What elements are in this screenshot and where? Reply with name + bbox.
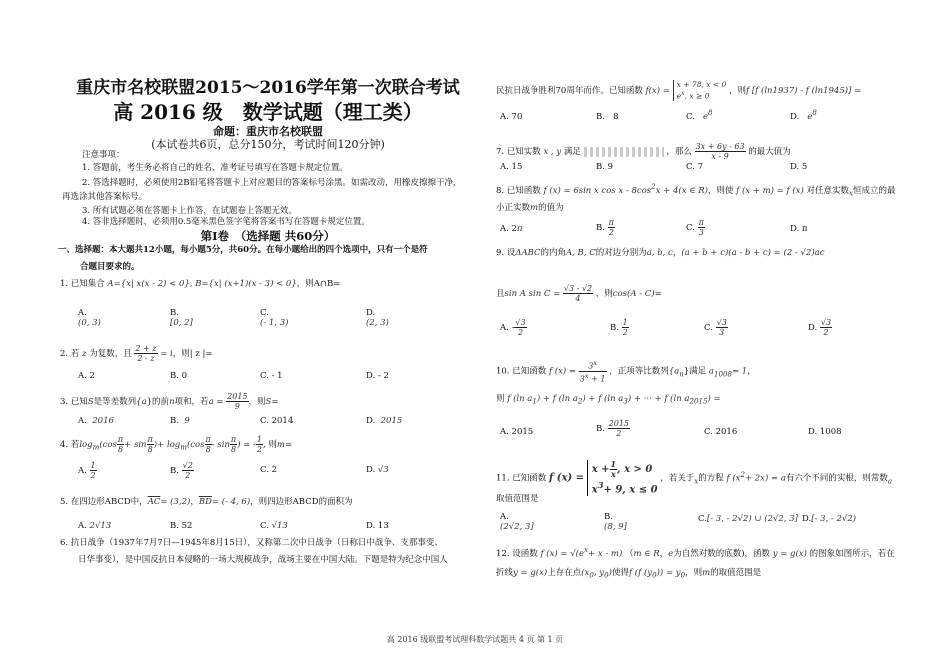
q11-option-b: B. (8, 9]	[604, 512, 627, 532]
q7-option-b: B. 9	[596, 162, 614, 172]
note-3: 3. 所有试题必须在答题卡上作答，在试题卷上答题无效。	[82, 206, 297, 216]
question-6-cont2: 民抗日战争胜利70周年而作。已知函数 f(x) = x + 78, x < 0 $e^x$, x ≥ 0 ，则f [f (ln1937) - f (ln1945)] =	[496, 80, 862, 101]
q8-option-b: B. $\frac{\pi}{2}$	[596, 218, 614, 237]
exam-subtitle: 高 2016 级 数学试题（理工类）	[113, 100, 423, 124]
q9-option-c: C. $\frac{√3}{3}$	[704, 318, 727, 337]
question-1: 1. 已知集合 A={x| x(x - 2) < 0}, B={x| (x+1)(x - 3) < 0}，则A∩B=	[60, 279, 341, 289]
question-12-cont: 折线y = g(x)上存在点($x_0$, $y_0$)使得f (f $(y_0)) = y_0$，则m的取值范围是	[496, 568, 762, 580]
q10-option-c: C. 2016	[704, 427, 738, 437]
q7-option-a: A. 15	[500, 162, 523, 172]
q7-option-c: C. 7	[686, 162, 704, 172]
q11-option-c: C.[- 3, - 2√2) ∪ (2√2, 3]	[698, 514, 798, 524]
q5-option-c: C. √13	[260, 521, 288, 531]
q8-option-c: C. $\frac{\pi}{3}$	[686, 218, 704, 237]
q6-option-a: A. 70	[500, 112, 523, 122]
section-instruction-cont: 合题目要求的。	[80, 262, 140, 272]
q2-option-d: D. - 2	[366, 371, 389, 381]
question-4: 4. 若$\log_m(\cos$ $\frac{\pi}{8}$ + sin $\frac{\pi}{8}$ )+ $\log_m(\cos$ $\frac{\pi}{8}$ - sin $\frac{\pi}{8}$ ) = - $\frac{1}{2}$ , 则m=	[60, 435, 293, 454]
q11-option-d: D.[- 3, - 2√2)	[802, 514, 857, 524]
question-5: 5. 在四边形ABCD中，$\overline{AC}= (3,2)$，$\overline{BD}=$ (- 4, 6)，则四边形ABCD的面积为	[60, 497, 353, 507]
q4-option-d: D. √3	[366, 465, 389, 475]
q1-option-c: C. (- 1, 3)	[260, 308, 289, 328]
q9-option-d: D. $\frac{√3}{2}$	[808, 318, 832, 337]
q4-option-a: A. $\frac{1}{2}$	[78, 461, 96, 480]
question-8: 8. 已知函数 f (x) = 6sin x $\cos x - 8\cos^2x + 4(x$ ∈ R)，则使 f (x + m) = f (x) 对任意实数$_x$恒成立的最	[496, 182, 896, 198]
q8-option-a: A. 2π	[500, 224, 523, 234]
q4-option-b: B. $\frac{√2}{2}$	[170, 461, 193, 480]
question-11-cont: 取值范围是	[496, 494, 539, 504]
q4-option-c: C. 2	[260, 465, 278, 475]
q10-option-a: A. 2015	[500, 427, 534, 437]
q3-option-a: A. 2016	[78, 416, 114, 426]
question-6-cont: 日华事变），是中国反抗日本侵略的一场大规模战争，战场主要在中国大陆。下题是特为纪念中国人	[78, 555, 448, 565]
question-7: 7. 已知实数 x , y 满足 ，那么 $\frac{3x + 6y - 63}{x - 9}$ 的最大值为	[496, 142, 791, 161]
note-2-cont: 再选涂其他答案标号。	[62, 192, 148, 202]
constraint-system-image	[584, 147, 664, 157]
section-title: 第Ⅰ卷 （选择题 共60分）	[200, 229, 336, 243]
q5-option-b: B. 52	[170, 521, 193, 531]
q11-option-a: A. (2√2, 3]	[500, 512, 534, 532]
q3-option-d: D. 2015	[366, 416, 403, 426]
q9-option-a: A. - $\frac{√3}{2}$	[500, 318, 526, 337]
q7-option-d: D. 5	[790, 162, 808, 172]
section-instruction: 一、选择题：本大题共12小题，每小题5分，共60分。在每小题给出的四个选项中，只有一个是符	[58, 245, 428, 255]
question-10-cont: 则 f (ln $a_1) + f$ (ln $a_2) + f$ (ln $a_3$) + ··· + f (ln $a_{2015}$) =	[496, 394, 721, 406]
question-11: 11. 已知函数 f (x) = x + $\frac{1}{x}$ , x > 0 $x^3+ 9$, x ≤ 0 ，若关于$_x$的方程 f $(x^2+ 2x) = a$有六个不同的实根，则常数$_a$	[496, 459, 893, 496]
q8-option-d: D. π	[790, 224, 808, 234]
q6-option-c: C. $e^8$	[686, 108, 713, 122]
q2-option-a: A. 2	[78, 371, 95, 381]
question-6: 6. 抗日战争（1937年7月7日—1945年8月15日），又称第二次中日战争（日称日中战争、支那事变、	[60, 538, 443, 548]
q3-option-b: B. 9	[170, 416, 190, 426]
q2-option-b: B. 0	[170, 371, 188, 381]
q1-option-d: D. (2, 3)	[366, 308, 389, 328]
q5-option-d: D. 13	[366, 521, 389, 531]
q10-option-d: D. 1008	[808, 427, 842, 437]
q3-option-c: C. 2014	[260, 416, 294, 426]
page-footer: 高 2016 级联盟考试理科数学试题共 4 页 第 1 页	[386, 635, 564, 644]
proposer: 命题：重庆市名校联盟	[213, 125, 323, 138]
question-10: 10. 已知函数 f (x) = $\frac{3^x}{3^x + 1}$ ，正项等比数列$\{a_n\}$满足 $a_{1008}= 1$，	[496, 359, 756, 384]
q1-option-b: B. [0, 2]	[170, 308, 193, 328]
exam-title: 重庆市名校联盟2015～2016学年第一次联合考试	[76, 78, 460, 98]
note-4: 4. 答非选择题时，必须用0.5毫米黑色签字笔将答案书写在答题卡规定位置。	[82, 217, 370, 227]
q2-option-c: C. - 1	[260, 371, 283, 381]
q5-option-a: A. 2√13	[78, 521, 112, 531]
notes-heading: 注意事项：	[82, 150, 125, 160]
q9-option-b: B. $\frac{1}{2}$	[610, 318, 628, 337]
question-12: 12. 设函数 f $(x) = √(e^x+ x - m)$ （m ∈ R，e为自然对数的底数)，函数 y = g(x) 的图象如图所示，若在	[496, 545, 895, 559]
exam-info: (本试卷共6页，总分150分，考试时间120分钟)	[151, 138, 385, 151]
q10-option-b: B. $\frac{2015}{2}$	[596, 419, 630, 438]
note-2: 2. 答选择题时，必须使用2B铅笔将答题卡上对应题目的答案标号涂黑。如需改动，用橡皮擦擦干净，	[82, 178, 462, 188]
q6-option-b: B. 8	[596, 112, 619, 122]
question-8-cont: 小正实数m的值为	[496, 203, 564, 213]
question-9: 9. 设ΔABC的内角A, B, C的对边分别为a, b, c，(a + b + c)(a - b + c) = (2 - √2)ac	[496, 248, 825, 258]
q1-option-a: A. (0, 3)	[78, 308, 101, 328]
question-3: 3. 已知S是等差数列{a}的前n项和，若a = $\frac{2015}{9}$ ，则S=	[60, 392, 279, 411]
q6-option-d: D. $e^8$	[790, 108, 817, 122]
note-1: 1. 答题前，考生务必将自己的姓名、准考证号填写在答题卡规定位置。	[82, 163, 348, 173]
question-2: 2. 若 z 为复数，且 $\frac{2 + z}{2 - z}$ = i，则| z |=	[60, 344, 213, 363]
question-9-cont: 且sin A sin C = $\frac{√3 - √2}{4}$ ，则cos(A - C)=	[496, 284, 662, 303]
